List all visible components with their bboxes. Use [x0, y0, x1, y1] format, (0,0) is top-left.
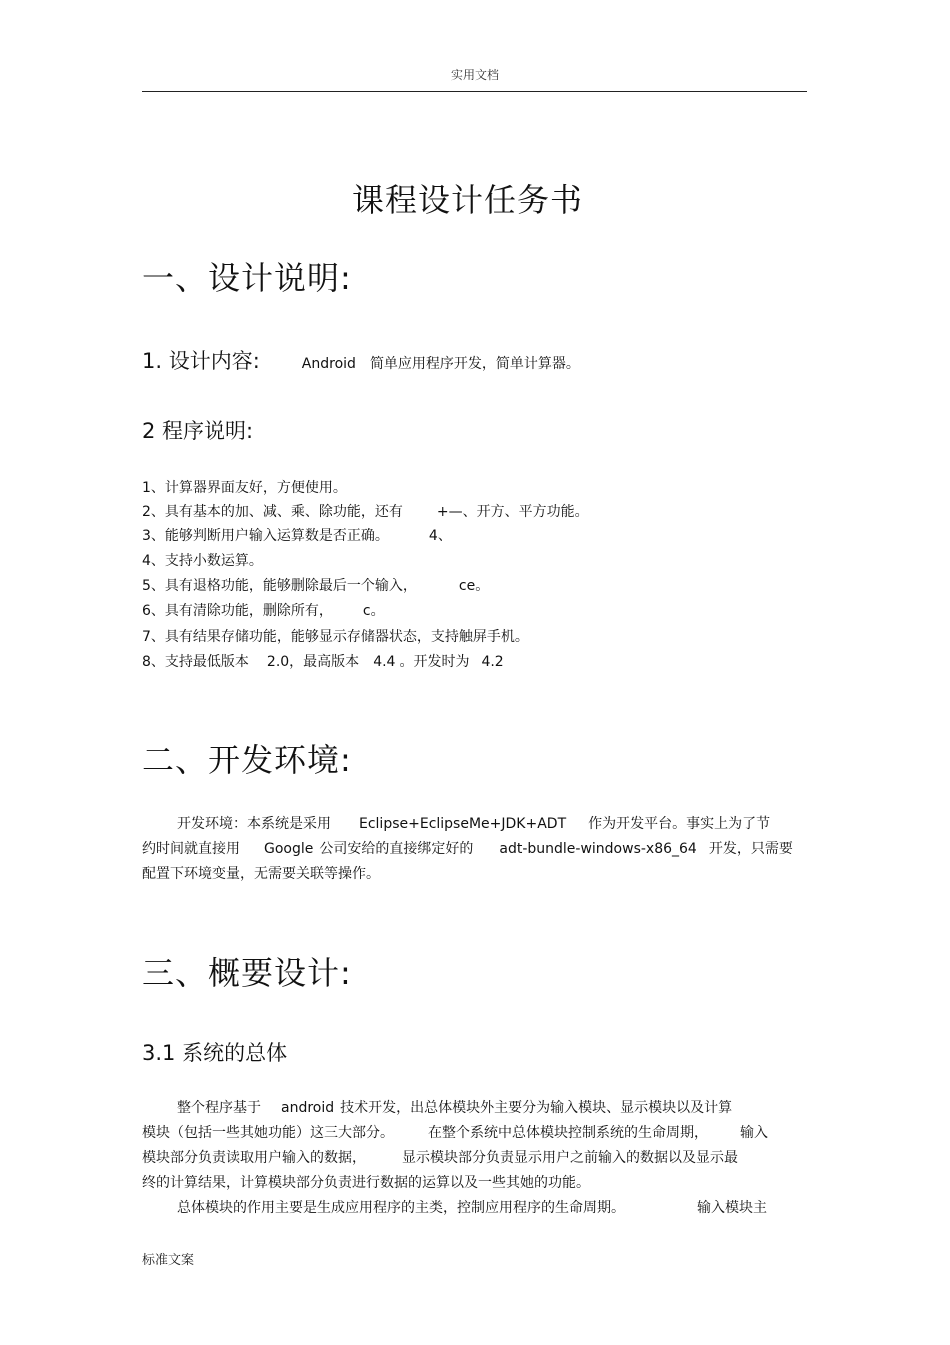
s3-p3b: 显示模块部分负责显示用户之前输入的数据以及显示最 — [402, 1150, 738, 1166]
item1-desc: 简单应用程序开发，简单计算器。 — [369, 356, 580, 372]
section3-para-line4: 终的计算结果，计算模块部分负责进行数据的运算以及一些其她的功能。 — [142, 1175, 590, 1191]
section1-item2: 2 程序说明: — [142, 419, 254, 443]
section3-para-line5 — [177, 1197, 767, 1217]
section1-item1 — [142, 345, 580, 375]
section3-para-line2 — [142, 1122, 768, 1142]
s3-p1c: 技术开发，出总体模块外主要分为输入模块、显示模块以及计算 — [340, 1100, 733, 1116]
list-item-8-a: 8、支持最低版本 — [142, 654, 249, 670]
list-item-6-c: c。 — [362, 603, 385, 619]
s2-p2d: adt-bundle-windows-x86_64 — [499, 841, 697, 857]
s3-p1b: android — [281, 1100, 335, 1116]
list-item-5 — [142, 575, 489, 595]
list-item-6 — [142, 600, 385, 620]
list-item-8 — [142, 651, 504, 671]
list-item-8-c: 4.4 — [373, 654, 396, 670]
list-item-5-text: 5、具有退格功能，能够删除最后一个输入， — [142, 578, 417, 594]
section2-para-line1 — [177, 813, 770, 833]
page-header: 实用文档 — [450, 68, 499, 82]
section2-para-line2 — [142, 838, 793, 858]
s3-p1a: 整个程序基于 — [177, 1100, 261, 1116]
list-item-8-b: 2.0，最高版本 — [266, 654, 360, 670]
header-divider — [142, 91, 807, 92]
section1-heading: 一、设计说明: — [142, 259, 352, 297]
s2-p1c: 作为开发平台。事实上为了节 — [588, 816, 771, 832]
s2-p1b: Eclipse+EclipseMe+JDK+ADT — [359, 816, 567, 832]
section2-heading: 二、开发环境: — [142, 741, 352, 779]
list-item-5-ce: ce。 — [458, 578, 490, 594]
s2-p1a: 开发环境：本系统是采用 — [177, 816, 331, 832]
document-title: 课程设计任务书 — [351, 181, 583, 219]
list-item-8-e: 4.2 — [481, 654, 504, 670]
list-item-7: 7、具有结果存储功能，能够显示存储器状态，支持触屏手机。 — [142, 629, 529, 645]
s3-p2c: 输入 — [740, 1125, 768, 1141]
section3-subheading: 3.1 系统的总体 — [142, 1041, 288, 1065]
page-footer: 标准文案 — [142, 1253, 195, 1268]
list-item-3-tail: 4、 — [428, 528, 452, 544]
item1-android: Android — [301, 356, 356, 372]
s3-p2b: 在整个系统中总体模块控制系统的生命周期， — [428, 1125, 708, 1141]
list-item-2-ops: +—、开方、平方功能。 — [436, 504, 589, 520]
list-item-1: 1、计算器界面友好，方便使用。 — [142, 480, 347, 496]
list-item-6-text: 6、具有清除功能，删除所有， — [142, 603, 333, 619]
s3-p5b: 输入模块主 — [697, 1200, 767, 1216]
list-item-3-text: 3、能够判断用户输入运算数是否正确。 — [142, 528, 389, 544]
list-item-3 — [142, 525, 452, 545]
s2-p2b: Google — [264, 841, 314, 857]
section3-para-line1 — [177, 1097, 732, 1117]
s3-p5a: 总体模块的作用主要是生成应用程序的主类，控制应用程序的生命周期。 — [177, 1200, 625, 1216]
list-item-2 — [142, 501, 589, 521]
section2-para-line3: 配置下环境变量，无需要关联等操作。 — [142, 866, 380, 882]
list-item-8-d: 。开发时为 — [399, 654, 470, 670]
s3-p3a: 模块部分负责读取用户输入的数据， — [142, 1150, 366, 1166]
item1-label: 1. 设计内容: — [142, 349, 260, 373]
list-item-2-text: 2、具有基本的加、减、乘、除功能，还有 — [142, 504, 403, 520]
section3-heading: 三、概要设计: — [142, 954, 352, 992]
section3-para-line3 — [142, 1147, 738, 1167]
s2-p2e: 开发，只需要 — [708, 841, 793, 857]
s3-p2a: 模块（包括一些其她功能）这三大部分。 — [142, 1125, 394, 1141]
s2-p2a: 约时间就直接用 — [142, 841, 240, 857]
list-item-4: 4、支持小数运算。 — [142, 553, 263, 569]
s2-p2c: 公司安给的直接绑定好的 — [319, 841, 474, 857]
